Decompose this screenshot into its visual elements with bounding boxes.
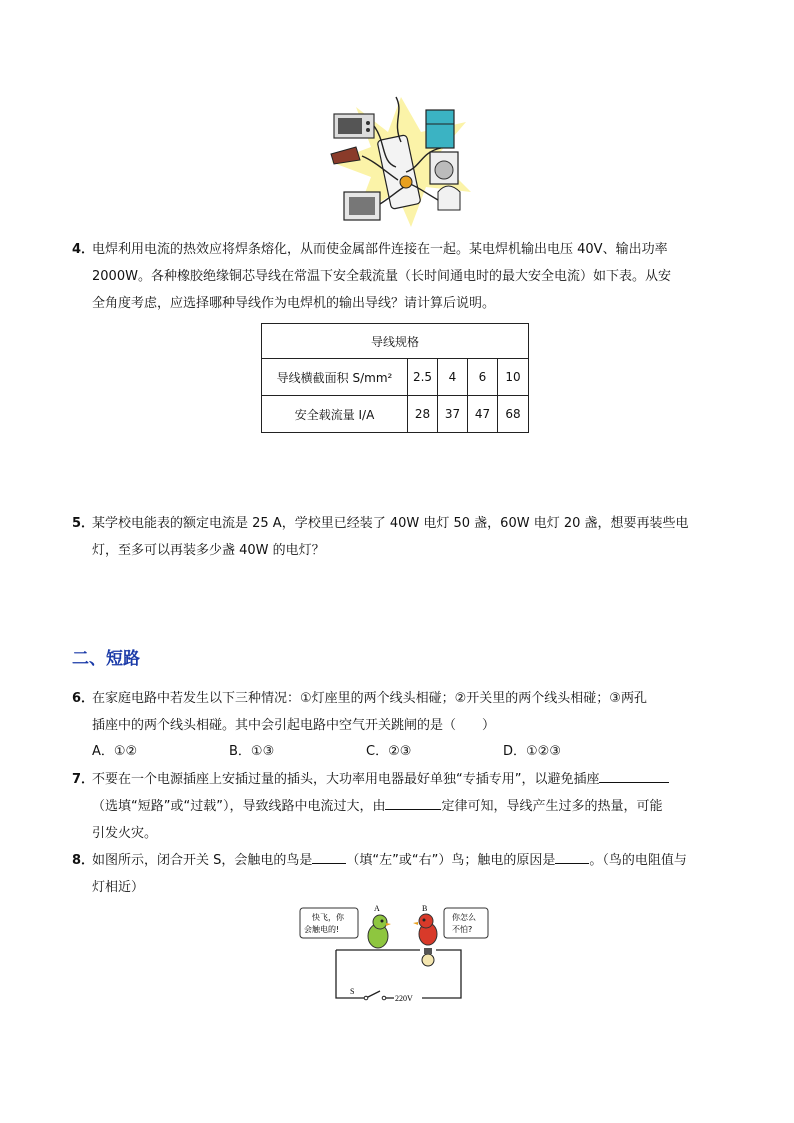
question-text: 某学校电能表的额定电流是 25 A，学校里已经装了 40W 电灯 50 盏，60W 电灯 20 盏，想要再装些电: [92, 516, 689, 531]
question-text: 引发火灾。: [92, 826, 158, 841]
question-5: [72, 510, 732, 564]
bird-b-label: B: [422, 904, 428, 913]
table-cell: 47: [468, 396, 498, 433]
question-text: （填“左”或“右”）鸟；触电的原因是: [346, 853, 556, 868]
question-text: 插座中的两个线头相碰。其中会引起电路中空气开关跳闸的是（ ）: [92, 718, 496, 733]
question-number: 6．: [72, 691, 95, 706]
overloaded-socket-illustration: [326, 92, 476, 230]
answer-options: [92, 739, 692, 765]
question-number: 4．: [72, 242, 95, 257]
wire-spec-table: [261, 323, 529, 433]
question-text: 如图所示，闭合开关 S，会触电的鸟是: [92, 853, 313, 868]
question-text: 灯相近）: [92, 880, 145, 895]
option-c[interactable]: C．②③: [366, 744, 412, 759]
question-8: [72, 847, 732, 901]
question-text: 电焊利用电流的热效应将焊条熔化，从而使金属部件连接在一起。某电焊机输出电压 40V、输出功率: [92, 242, 668, 257]
question-number: 7．: [72, 772, 95, 787]
option-b[interactable]: B．①③: [229, 744, 275, 759]
question-text: 。（鸟的电阻值与: [589, 853, 687, 868]
question-4: [72, 236, 732, 317]
answer-blank[interactable]: [312, 849, 346, 864]
table-cell: 2.5: [408, 359, 438, 396]
question-text: 全角度考虑，应选择哪种导线作为电焊机的输出导线？请计算后说明。: [92, 296, 496, 311]
bubble-left-line1: 快飞，你: [312, 913, 344, 922]
table-cell: 28: [408, 396, 438, 433]
switch-lever: [366, 991, 380, 998]
answer-blank[interactable]: [385, 795, 441, 810]
question-text: 不要在一个电源插座上安插过量的插头，大功率用电器最好单独“专插专用”，以避免插座: [92, 772, 600, 787]
option-d[interactable]: D．①②③: [503, 744, 561, 759]
answer-blank[interactable]: [599, 768, 669, 783]
bubble-right-line1: 你怎么: [452, 913, 476, 922]
question-text: （选填“短路”或“过载”），导致线路中电流过大，由: [92, 799, 386, 814]
option-a[interactable]: A．①②: [92, 744, 138, 759]
table-cell: 6: [468, 359, 498, 396]
question-text: 在家庭电路中若发生以下三种情况：①灯座里的两个线头相碰；②开关里的两个线头相碰；③两孔: [92, 691, 647, 706]
question-number: 5．: [72, 516, 95, 531]
table-row: [262, 396, 529, 433]
question-text: 定律可知，导线产生过多的热量，可能: [441, 799, 663, 814]
green-bird-icon: [368, 915, 391, 948]
question-number: 8．: [72, 853, 95, 868]
question-6: [72, 685, 732, 739]
voltage-label: 220V: [395, 994, 413, 1003]
question-text: 2000W。各种橡胶绝缘铜芯导线在常温下安全载流量（长时间通电时的最大安全电流）如下表。从安: [92, 269, 671, 284]
lamp-icon: [422, 954, 434, 966]
question-text: 灯，至多可以再装多少盏 40W 的电灯？: [92, 543, 325, 558]
section-heading: 二、短路: [72, 649, 140, 669]
table-title: 导线规格: [262, 324, 529, 359]
bird-a-label: A: [374, 904, 380, 913]
table-row-label: 导线横截面积 S/mm²: [262, 359, 408, 396]
table-cell: 4: [438, 359, 468, 396]
table-cell: 37: [438, 396, 468, 433]
answer-blank[interactable]: [555, 849, 589, 864]
red-bird-icon: [413, 914, 437, 945]
bubble-left-line2: 会触电的!: [304, 925, 340, 934]
table-row: [262, 359, 529, 396]
birds-circuit-figure: [298, 902, 476, 1006]
table-cell: 68: [498, 396, 529, 433]
bubble-right-line2: 不怕?: [452, 925, 473, 934]
table-row-label: 安全载流量 I/A: [262, 396, 408, 433]
table-cell: 10: [498, 359, 529, 396]
switch-label: S: [350, 987, 355, 996]
question-7: [72, 766, 732, 847]
